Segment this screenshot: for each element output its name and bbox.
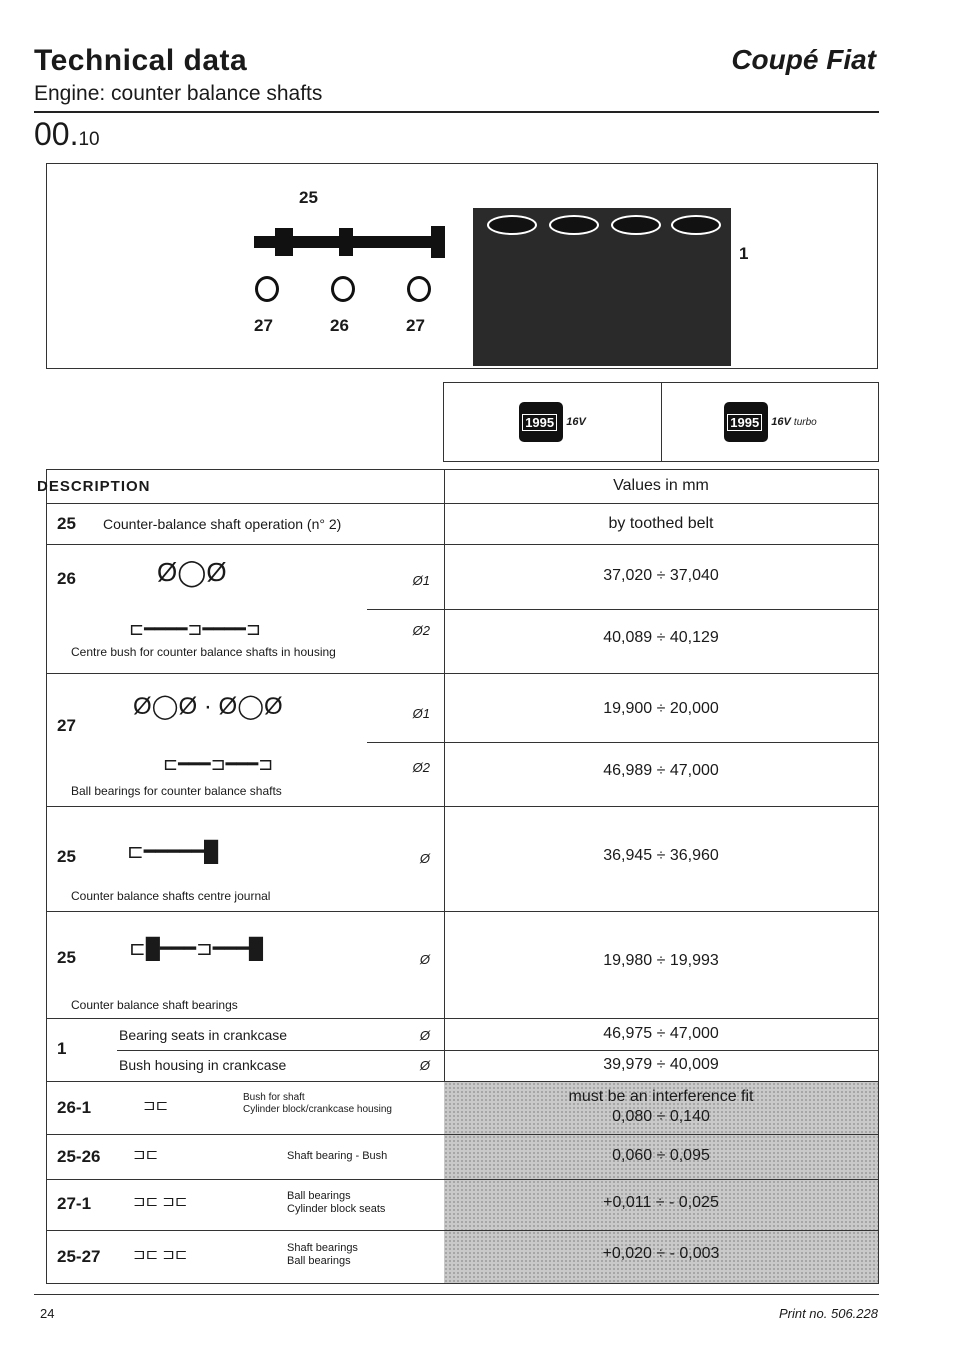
bearing-ring-icon — [331, 276, 355, 302]
bush-diagram-icon: Ø◯Ø — [157, 557, 227, 587]
table-row: 27 Ø◯Ø · Ø◯Ø Ø1 ⊏━━━⊐━━━⊐ Ø2 Ball bearings for counter balance shafts 19,900 ÷ 20,000 46,989 ÷ 47,000 — [47, 673, 878, 806]
page-subtitle: Engine: counter balance shafts — [34, 82, 323, 105]
interference-fit-icon: ⊐⊏ — [143, 1097, 169, 1114]
section-code: 00.10 — [34, 116, 100, 152]
engine-variant: 1995 16V — [444, 383, 661, 461]
table-row: 26-1 ⊐⊏ Bush for shaft Cylinder block/crankcase housing must be an interference fit 0,080 ÷ 0,140 — [47, 1081, 878, 1134]
centre-journal-diagram-icon: ⊏━━━━━█ — [127, 841, 219, 863]
engine-variant: 1995 16V turbo — [661, 383, 879, 461]
bush-section-icon: ⊏━━━━⊐━━━━⊐ — [129, 619, 261, 639]
figure-label-25: 25 — [299, 188, 318, 207]
table-row: 27-1 ⊐⊏ ⊐⊏ Ball bearings Cylinder block seats +0,011 ÷ - 0,025 — [47, 1179, 878, 1230]
fit-icon: ⊐⊏ ⊐⊏ — [133, 1246, 188, 1263]
footer-rule — [34, 1294, 879, 1295]
page-title: Technical data — [34, 44, 248, 77]
shaft-bearing-mark — [275, 228, 293, 256]
values-heading: Values in mm — [613, 477, 709, 494]
table-row: 25 ⊏█━━━⊐━━━█ Ø Counter balance shaft bearings 19,980 ÷ 19,993 — [47, 911, 878, 1018]
table-row: 25 ⊏━━━━━█ Ø Counter balance shafts centre journal 36,945 ÷ 36,960 — [47, 806, 878, 911]
figure-label-bottom: 26 — [330, 316, 349, 335]
table-row: 25 Counter-balance shaft operation (n° 2) by toothed belt — [47, 503, 878, 544]
bearing-ring-icon — [407, 276, 431, 302]
bearing-section-icon: ⊏━━━⊐━━━⊐ — [163, 754, 274, 774]
print-number: Print no. 506.228 — [778, 1306, 878, 1321]
engine-variant-header — [443, 382, 879, 462]
shaft-bearings-diagram-icon: ⊏█━━━⊐━━━█ — [129, 938, 264, 960]
component-figure — [46, 163, 878, 369]
bearing-ring-icon — [255, 276, 279, 302]
figure-label-bottom: 27 — [406, 316, 425, 335]
table-row: 25-27 ⊐⊏ ⊐⊏ Shaft bearings Ball bearings +0,020 ÷ - 0,003 — [47, 1230, 878, 1283]
clearance-fit-icon: ⊐⊏ — [133, 1146, 159, 1163]
spec-table — [37, 469, 879, 1284]
engine-icon: 1995 — [724, 402, 768, 442]
table-row: 26 Ø◯Ø Ø1 ⊏━━━━⊐━━━━⊐ Ø2 Centre bush for counter balance shafts in housing 37,020 ÷ 37,040 40,089 ÷ 40,129 — [47, 544, 878, 673]
table-row: 25-26 ⊐⊏ Shaft bearing - Bush 0,060 ÷ 0,095 — [47, 1134, 878, 1179]
header-rule — [34, 111, 879, 113]
figure-label-bottom: 27 — [254, 316, 273, 335]
description-heading: DESCRIPTION — [37, 478, 151, 495]
shaft-bearing-mark — [339, 228, 353, 256]
brand-name: Coupé Fiat — [731, 44, 876, 75]
cylinder-block-image — [473, 208, 731, 366]
page-number: 24 — [40, 1306, 55, 1321]
fit-icon: ⊐⊏ ⊐⊏ — [133, 1193, 188, 1210]
engine-icon: 1995 — [519, 402, 563, 442]
table-row: 1 Bearing seats in crankcase Ø Bush housing in crankcase Ø 46,975 ÷ 47,000 39,979 ÷ 40,009 — [47, 1018, 878, 1081]
ball-bearing-diagram-icon: Ø◯Ø · Ø◯Ø — [133, 693, 283, 720]
shaft-bearing-mark — [431, 226, 445, 258]
figure-label-1: 1 — [739, 244, 749, 263]
